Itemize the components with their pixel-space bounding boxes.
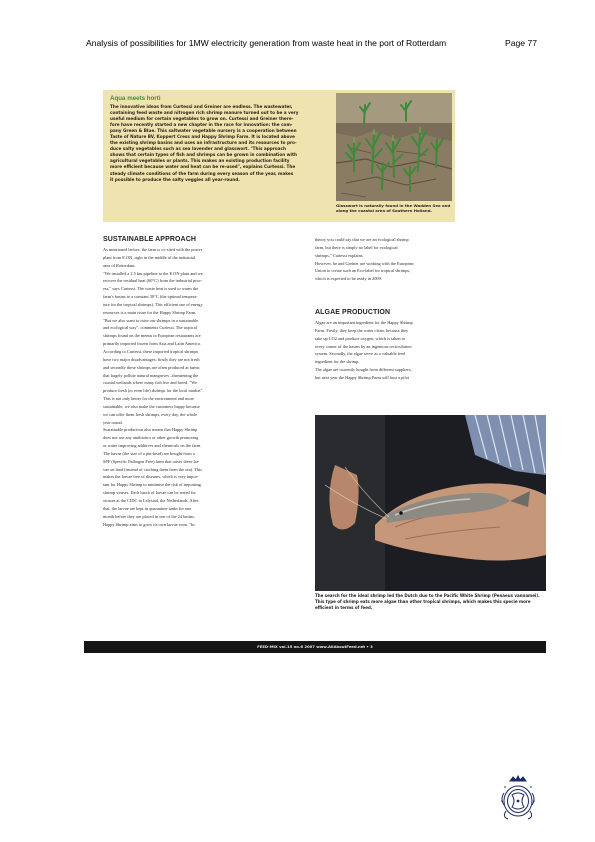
glasswort-caption: Glasswort is naturally found in the Wadden Sea and along the coastal area of Southern Holland.: [336, 203, 451, 213]
sidebar-box-text: The innovative ideas from Curtessi and Greiner are endless. The wastewater, containing feed waste and nitrogen rich shrimp manure turned out to be a very useful medium for certain vegetables to grow on. Curtessi and Greiner there- fore have recently started a new chapter in the race for innovation: the com- pany Green & Blue. This saltwater vegetable nursery is a cooperation between Taste of Nature BV, Koppert Cress and Happy Shrimp Farm. It is located above the existing shrimp basins and uses an infrastructure and its resources to pro- duce salty vegetables such as sea lavender and glasswort. "This approach shows that certain types of fish and shrimps can be grown in combination with agricultural vegetables or plants. This makes an existing production facility more efficient because water and heat can be re-used", explains Curtessi. The steady climate conditions of the farm during every season of the year, makes it possible to produce the salty veggies all year-round.: [110, 104, 299, 182]
section-heading-sustainable: SUSTAINABLE APPROACH: [103, 236, 197, 243]
magazine-clipping: [84, 88, 546, 656]
column2-text: theory you could say that we are an ecological shrimp farm, but there is simply no label for ecological shrimps," Curtessi explains. However, he and Greiner are working with the European Union to create such an Eco-label for tropical shrimps, which is expected to be ready in 2009.: [315, 237, 414, 282]
page-number: Page 77: [505, 38, 538, 48]
column1-text: As mentioned before, the farm is co-sited with the power plant from E.ON, right in the middle of the industrial area of Rotterdam. "We installed a 2.5 km pipeline to the E.ON plant and we recover the residual heat (60°C) from the industrial proc- ess," says Curtessi. The waste heat is used to warm the farm's basins to a constant 30°C (the optimal tempera- ture for the tropical shrimps). This efficient use of energy resources is a main issue for the Happy Shrimp Farm. "But we also want to raise our shrimps in a sustainable and ecological way", comments Curtessi. The tropical shrimps found on the menus in European restaurants are primarily imported frozen from Asia and Latin America. According to Curtessi, these imported tropical shrimps have two major disadvantages; firstly they are not fresh and secondly these shrimps are often produced at farms that largely pollute natural mangroves –threatening the coastal wetlands where many fish live and breed. "We produce fresh (or even life) shrimps for the local market". This is not only better for the environment and more sustainable; we also make the customers happy because we can offer them fresh shrimps, every day, the whole year round. Sustainable production also means that Happy Shrimp does not use any antibiotics or other growth promoting or water improving additives and chemicals on the farm. The larvae (the size of a pin-head) are bought from a SPF (Specific Pathogen Free) farm that raises these lar- vae on land (instead of catching them from the sea). This makes the larvae free of diseases, which is very impor- tant for Happy Shrimp to minimise the risk of importing shrimp viruses. Each batch of larvae can be tested for viruses at the CIDC in Lelystad, the Netherlands. After that, the larvae are kept in quarantine tanks for one month before they are placed in one of the 24 basins. Happy Shrimp aims to grow its own larvae soon. "In: [103, 247, 204, 527]
seal-logo: [498, 775, 538, 821]
magazine-footer-bar: [84, 641, 546, 653]
shrimp-caption: The search for the ideal shrimp led the Dutch duo to the Pacific White Shrimp (Penaeus vannamei). This type of shrimp eats more algae than other tropical shrimps, which makes this specie more efficient in terms of feed.: [315, 593, 540, 610]
algae-text: Algae are an important ingredient for the Happy Shrimp Farm. Firstly, they keep the water clean, because they take up CO2 and produce oxygen, which is taken to every corner of the basins by an ingenious recirculation system. Secondly, the algae serve as a valuable feed ingredient for the shrimp. The algae are currently bought from different suppliers, but next year the Happy Shrimp Farm will host a pilot: [315, 320, 413, 380]
glasswort-photo: [336, 93, 452, 201]
magazine-footer-text: FEED-MIX vol.15 no.6 2007 www.AllAboutFeed.net • 3: [257, 644, 373, 649]
shrimp-hand-photo: [315, 415, 546, 591]
header-title: Analysis of possibilities for 1MW electricity generation from waste heat in the port of Rotterdam: [86, 38, 447, 48]
sidebar-box-title: Aqua meets horti: [110, 95, 161, 102]
section-heading-algae: ALGAE PRODUCTION: [315, 309, 391, 316]
sidebar-box: [103, 90, 455, 222]
